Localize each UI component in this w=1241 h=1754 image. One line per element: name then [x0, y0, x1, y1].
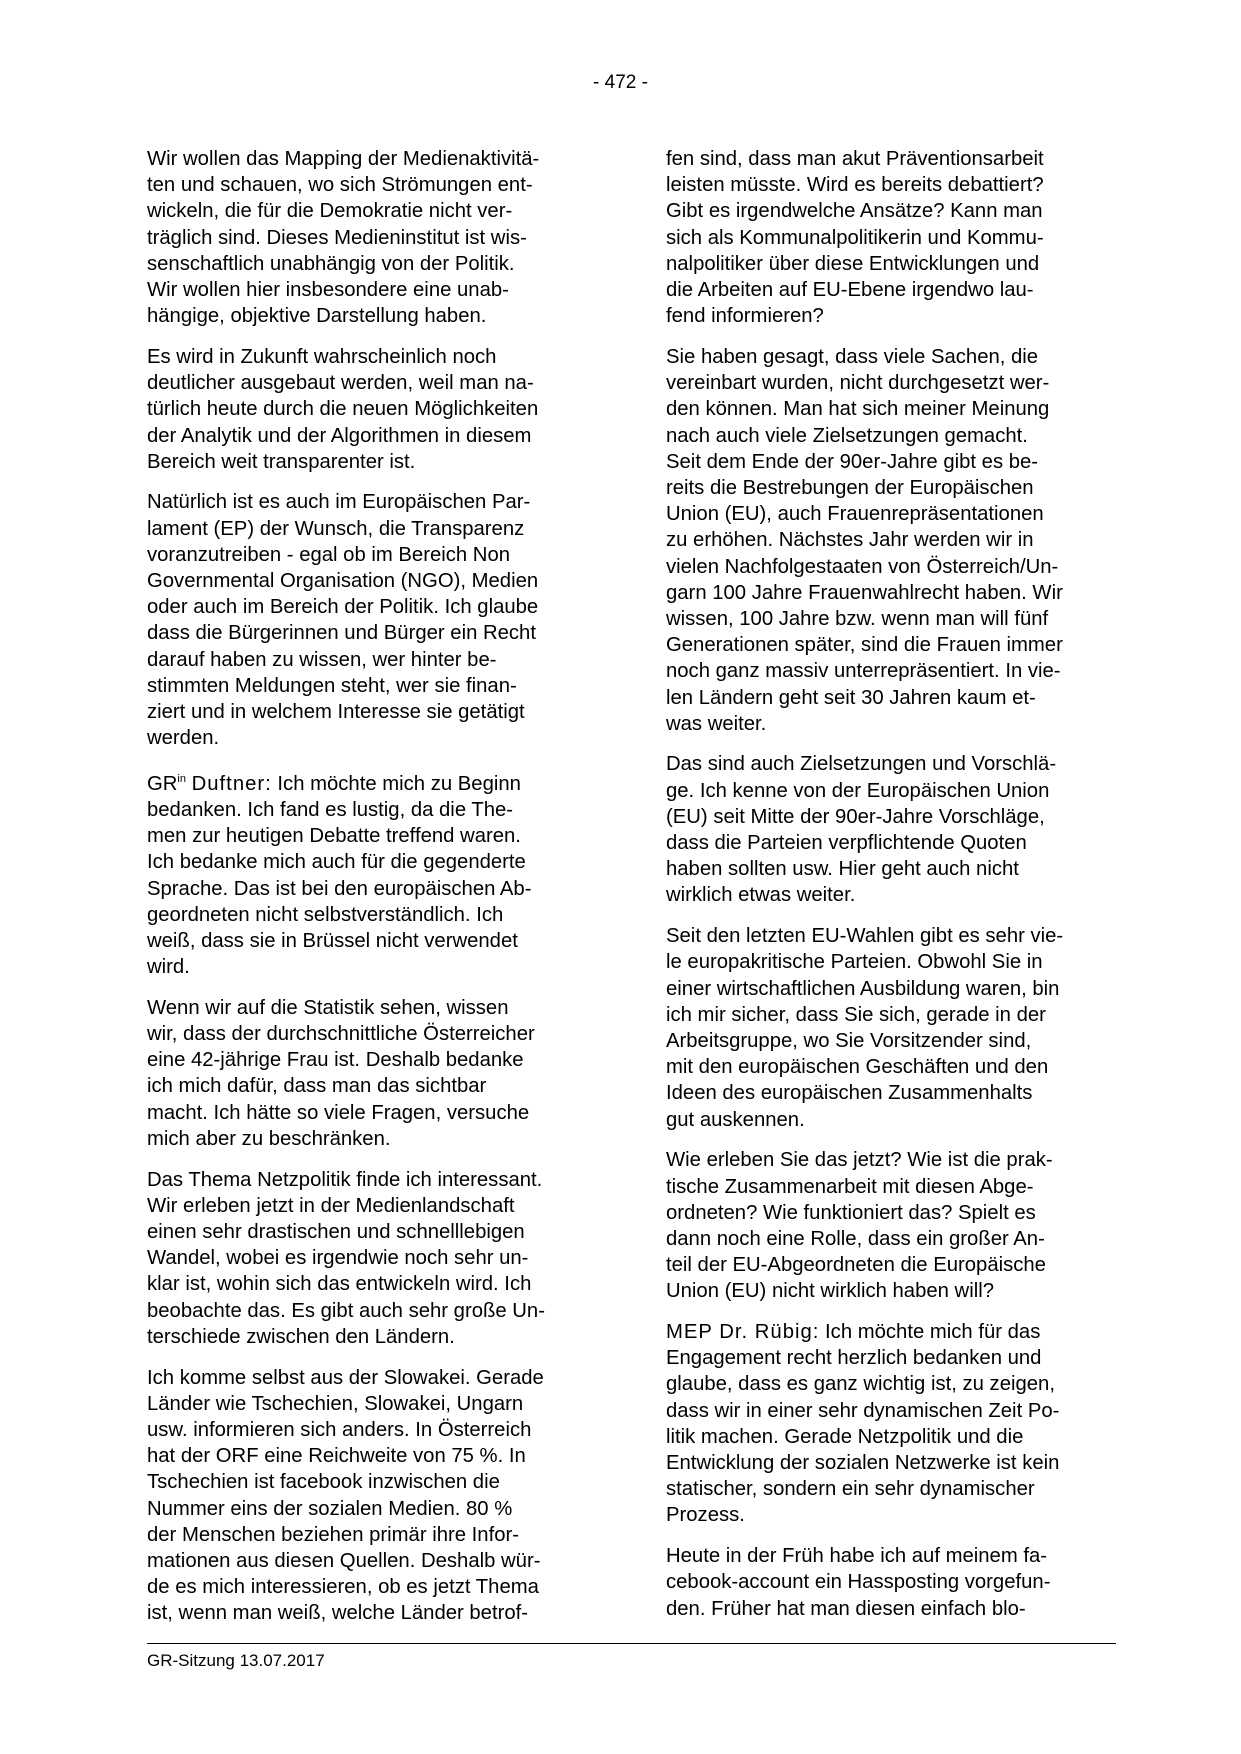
- speaker-paragraph: [147, 766, 597, 980]
- right-column: [666, 146, 1116, 1636]
- paragraph: Sie haben gesagt, dass viele Sachen, die vereinbart wurden, nicht durchgesetzt wer- den können. Man hat sich meiner Meinung nach auch viele Zielsetzungen gemacht. Seit dem Ende der 90er-Jahre gibt es be- reits die Bestrebungen der Europäischen Union (EU), auch Frauenrepräsentationen zu erhöhen. Nächstes Jahr werden wir in vielen Nachfolgestaaten von Österreich/Un- garn 100 Jahre Frauenwahlrecht haben. Wir wissen, 100 Jahre bzw. wenn man will fünf Generationen später, sind die Frauen immer noch ganz massiv unterrepräsentiert. In vie- len Ländern geht seit 30 Jahren kaum et- was weiter.: [666, 345, 1063, 735]
- speaker-paragraph: [666, 1319, 1116, 1529]
- paragraph: fen sind, dass man akut Präventionsarbeit leisten müsste. Wird es bereits debattiert? Gibt es irgendwelche Ansätze? Kann man sich als Kommunalpolitikerin und Kommu- nalpolitiker über diese Entwicklungen und die Arbeiten auf EU-Ebene irgendwo lau- fend informieren?: [666, 148, 1044, 328]
- paragraph: Ich komme selbst aus der Slowakei. Gerade Länder wie Tschechien, Slowakei, Ungarn usw. informieren sich anders. In Österreich hat der ORF eine Reichweite von 75 %. In Tschechien ist facebook inzwischen die Nummer eins der sozialen Medien. 80 % der Menschen beziehen primär ihre Infor- mationen aus diesen Quellen. Deshalb wür- de es mich interessieren, ob es jetzt Thema ist, wenn man weiß, welche Länder betrof-: [147, 1366, 544, 1625]
- paragraph: Wie erleben Sie das jetzt? Wie ist die prak- tische Zusammenarbeit mit diesen Abge- ordneten? Wie funktioniert das? Spielt es dann noch eine Rolle, dass ein großer An- teil der EU-Abgeordneten die Europäische Union (EU) nicht wirklich haben will?: [666, 1149, 1053, 1303]
- paragraph: Das sind auch Zielsetzungen und Vorschlä- ge. Ich kenne von der Europäischen Union (EU) seit Mitte der 90er-Jahre Vorschläge, dass die Parteien verpflichtende Quoten haben sollten usw. Hier geht auch nicht wirklich etwas weiter.: [666, 753, 1057, 907]
- page-number: - 472 -: [593, 72, 648, 93]
- speaker-superscript: in: [177, 772, 186, 785]
- paragraph-text: Ich möchte mich für das Engagement recht herzlich bedanken und glaube, dass es ganz wichtig ist, zu zeigen, dass wir in einer sehr dynamischen Zeit Po- litik machen. Gerade Netzpolitik und die Entwicklung der sozialen Netzwerke ist kein statischer, sondern ein sehr dynamischer Prozess.: [666, 1321, 1060, 1527]
- speaker-name: Duftner:: [191, 772, 272, 795]
- speaker-prefix: GR: [147, 772, 178, 795]
- footer-rule: [147, 1643, 1116, 1644]
- footer-text: GR-Sitzung 13.07.2017: [147, 1651, 325, 1670]
- paragraph-text: Ich möchte mich zu Beginn bedanken. Ich fand es lustig, da die The- men zur heutigen Debatte treffend waren. Ich bedanke mich auch für die gegenderte Sprache. Das ist bei den europäischen Ab- geordneten nicht selbstverständlich. Ich weiß, dass sie in Brüssel nicht verwendet wird.: [147, 772, 532, 979]
- paragraph: Wenn wir auf die Statistik sehen, wissen wir, dass der durchschnittliche Österreicher eine 42-jährige Frau ist. Deshalb bedanke ich mich dafür, dass man das sichtbar macht. Ich hätte so viele Fragen, versuche mich aber zu beschränken.: [147, 996, 535, 1150]
- paragraph: Wir wollen das Mapping der Medienaktivitä- ten und schauen, wo sich Strömungen ent- wickeln, die für die Demokratie nicht ver- träglich sind. Dieses Medieninstitut ist wis- senschaftlich unabhängig von der Politik. Wir wollen hier insbesondere eine unab- hängige, objektive Darstellung haben.: [147, 148, 540, 328]
- paragraph: Natürlich ist es auch im Europäischen Par- lament (EP) der Wunsch, die Transparenz voranzutreiben - egal ob im Bereich Non Governmental Organisation (NGO), Medien oder auch im Bereich der Politik. Ich glaube dass die Bürgerinnen und Bürger ein Recht darauf haben zu wissen, wer hinter be- stimmten Meldungen steht, wer sie finan- ziert und in welchem Interesse sie getätigt werden.: [147, 491, 539, 750]
- paragraph: Heute in der Früh habe ich auf meinem fa- cebook-account ein Hassposting vorgefun- den. Früher hat man diesen einfach blo-: [666, 1545, 1051, 1620]
- paragraph: Es wird in Zukunft wahrscheinlich noch deutlicher ausgebaut werden, weil man na- türlich heute durch die neuen Möglichkeiten der Analytik und der Algorithmen in diesem Bereich weit transparenter ist.: [147, 345, 539, 473]
- paragraph: Seit den letzten EU-Wahlen gibt es sehr vie- le europakritische Parteien. Obwohl Sie in einer wirtschaftlichen Ausbildung waren, bin ich mir sicher, dass Sie sich, gerade in der Arbeitsgruppe, wo Sie Vorsitzender sind, mit den europäischen Geschäften und den Ideen des europäischen Zusammenhalts gut auskennen.: [666, 925, 1064, 1131]
- left-column: [147, 146, 597, 1641]
- speaker-name: MEP Dr. Rübig:: [666, 1321, 820, 1344]
- paragraph: Das Thema Netzpolitik finde ich interessant. Wir erleben jetzt in der Medienlandschaft einen sehr drastischen und schnelllebigen Wandel, wobei es irgendwie noch sehr un- klar ist, wohin sich das entwickeln wird. Ich beobachte das. Es gibt auch sehr große Un- terschiede zwischen den Ländern.: [147, 1168, 545, 1348]
